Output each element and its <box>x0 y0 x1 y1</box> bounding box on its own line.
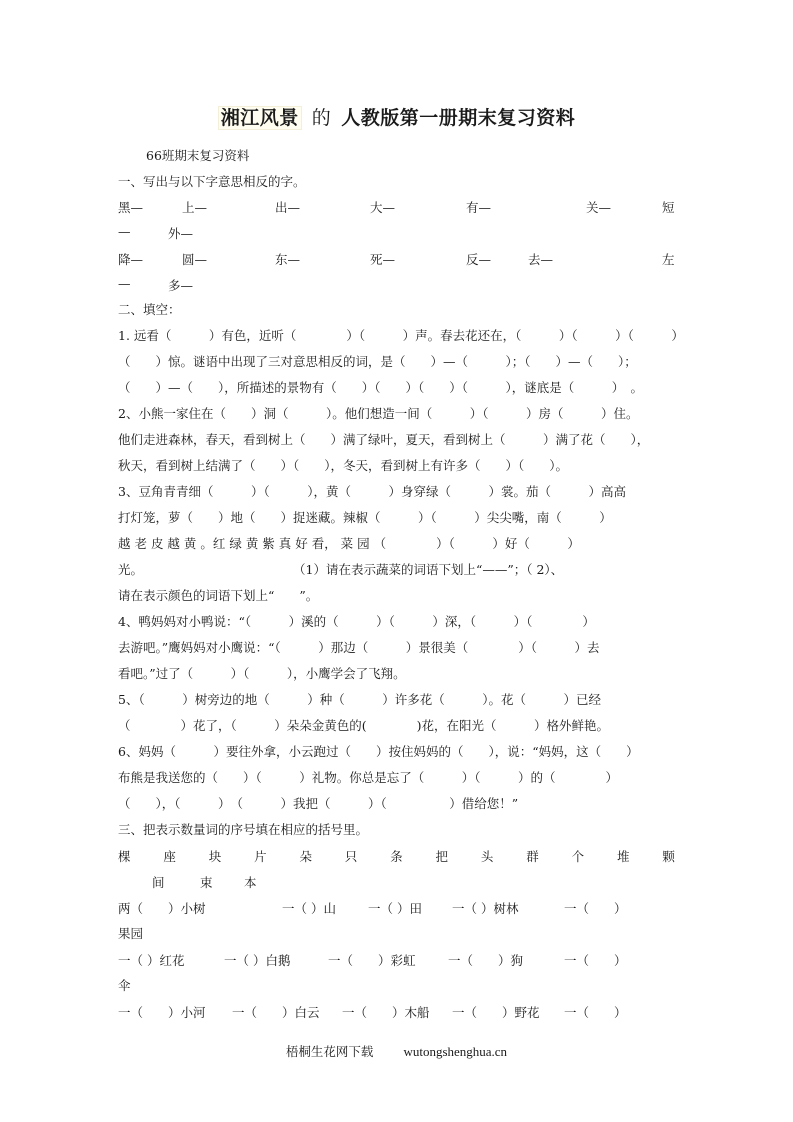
footer-url: wutongshenghua.cn <box>403 1044 508 1059</box>
measure-word: 头 <box>480 849 494 864</box>
quantity-item: 一（ ）野花 <box>452 1005 540 1020</box>
footer-site-name: 梧桐生花网下载 <box>285 1044 374 1059</box>
fill-line: （ ）惊。谜语中出现了三对意思相反的词，是（ ）—（ ）；（ ）—（ ）； <box>118 354 637 369</box>
fill-line: （ ），（ ） （ ）我把（ ）（ ）借给您！” <box>118 796 519 811</box>
fill-line: 看吧。”过了（ ）（ ），小鹰学会了飞翔。 <box>118 666 406 681</box>
title-connector: 的 <box>311 107 332 129</box>
fill-line: 他们走进森林，春天，看到树上（ ）满了绿叶，夏天，看到树上（ ）满了花（ ）， <box>118 432 650 447</box>
antonym-item: 有— <box>466 200 492 215</box>
section1-heading: 一、写出与以下字意思相反的字。 <box>118 174 306 189</box>
quantity-row-2 <box>118 951 675 969</box>
antonym-item: 圆— <box>182 252 208 267</box>
fill-line: 2、小熊一家住在（ ）洞（ ）。他们想造一间（ ）（ ）房（ ）住。 <box>118 406 639 421</box>
quantity-item: 一（ ） <box>564 1005 627 1020</box>
quantity-item: 一（ ）木船 <box>342 1005 430 1020</box>
fill-line: 越 老 皮 越 黄 。红 绿 黄 紫 真 好 看， 菜 园 （ ）（ ）好（ ） <box>118 536 580 551</box>
subtitle: 66班期末复习资料 <box>146 148 250 163</box>
antonym-item: 黑— <box>118 200 144 215</box>
antonym-row-1b <box>118 224 675 242</box>
measure-word: 堆 <box>616 849 630 864</box>
fill-line: 6、妈妈（ ）要往外拿，小云跑过（ ）按住妈妈的（ ），说：“妈妈，这（ ） <box>118 744 639 759</box>
antonym-item: 降— <box>118 252 144 267</box>
page-title <box>0 103 793 130</box>
quantity-item: 两（ ）小树 <box>118 901 206 916</box>
section3-heading: 三、把表示数量词的序号填在相应的括号里。 <box>118 822 369 837</box>
fill-line: 光。 （1）请在表示蔬菜的词语下划上“——”；（ 2）、 <box>118 562 564 577</box>
title-main: 人教版第一册期末复习资料 <box>341 107 576 129</box>
antonym-item: 反— <box>466 252 492 267</box>
antonym-item: 左 <box>662 252 675 267</box>
measure-word: 棵 <box>118 849 131 864</box>
antonym-item: 出— <box>275 200 301 215</box>
fill-line: 5、（ ）树旁边的地（ ）种（ ）许多花（ ）。花（ ）已经 <box>118 692 601 707</box>
antonym-row-2b <box>118 276 675 294</box>
fill-line: 布熊是我送您的（ ）（ ）礼物。你总是忘了（ ）（ ）的（ ） <box>118 770 619 785</box>
title-highlight: 湘江风景 <box>218 106 302 130</box>
quantity-item: 一（ ）白鹅 <box>224 953 291 968</box>
quantity-item: 一（ ）田 <box>368 901 422 916</box>
measure-word: 把 <box>435 849 449 864</box>
section2-heading: 二、填空： <box>118 302 181 317</box>
quantity-item: 一（ ）白云 <box>232 1005 320 1020</box>
measure-word: 座 <box>163 849 176 864</box>
measure-word: 束 <box>200 875 213 890</box>
antonym-item: — <box>118 224 131 239</box>
measure-word: 朵 <box>299 849 312 864</box>
antonym-item: 去— <box>528 252 554 267</box>
measure-word: 块 <box>208 849 222 864</box>
antonym-item: — <box>118 276 131 291</box>
measure-word: 间 <box>152 875 165 890</box>
quantity-row-3 <box>118 1003 675 1021</box>
fill-line: 3、豆角青青细（ ）（ ），黄（ ）身穿绿（ ）裳。茄（ ）高高 <box>118 484 626 499</box>
measure-word: 个 <box>571 849 585 864</box>
quantity-item: 一（ ） <box>564 953 627 968</box>
measure-word: 片 <box>254 849 267 864</box>
quantity-item: 一（ ）红花 <box>118 953 185 968</box>
fill-line: 1. 远看（ ）有色，近听（ ）（ ）声。春去花还在，（ ）（ ）（ ） <box>118 328 684 343</box>
quantity-row-1b: 果园 <box>118 926 144 941</box>
quantity-item: 一（ ）彩虹 <box>328 953 416 968</box>
quantity-row-1 <box>118 899 675 917</box>
quantity-item: 一（ ）树林 <box>452 901 519 916</box>
antonym-item: 上— <box>182 200 208 215</box>
fill-line: 请在表示颜色的词语下划上“ ”。 <box>118 588 319 603</box>
measure-word: 条 <box>390 849 403 864</box>
fill-line: 4、鸭妈妈对小鸭说：“（ ）溪的（ ）（ ）深，（ ）（ ） <box>118 614 595 629</box>
quantity-item: 一（ ）狗 <box>448 953 524 968</box>
antonym-item: 死— <box>370 252 396 267</box>
fill-line: （ ）—（ ），所描述的景物有（ ）（ ）（ ）（ ），谜底是（ ） 。 <box>118 380 644 395</box>
antonym-item: 东— <box>275 252 301 267</box>
quantity-item: 一（ ）山 <box>282 901 336 916</box>
page-footer <box>0 1042 793 1060</box>
antonym-item: 多— <box>168 278 194 293</box>
antonym-item: 关— <box>586 200 612 215</box>
quantity-row-2b: 伞 <box>118 978 131 993</box>
antonym-item: 外— <box>168 226 194 241</box>
fill-line: 秋天，看到树上结满了（ ）（ ），冬天，看到树上有许多（ ）（ ）。 <box>118 458 569 473</box>
fill-line: 打灯笼，萝（ ）地（ ）捉迷藏。辣椒（ ）（ ）尖尖嘴，南（ ） <box>118 510 612 525</box>
measure-word: 群 <box>526 849 539 864</box>
measure-word: 颗 <box>662 849 675 864</box>
quantity-item: 一（ ） <box>564 901 627 916</box>
antonym-row-1 <box>118 198 675 216</box>
fill-line: （ ）花了，（ ）朵朵金黄色的( )花，在阳光（ ）格外鲜艳。 <box>118 718 610 733</box>
measure-words-row-2 <box>118 873 675 891</box>
antonym-item: 大— <box>370 200 396 215</box>
fill-line: 去游吧。”鹰妈妈对小鹰说：“（ ）那边（ ）景很美（ ）（ ）去 <box>118 640 600 655</box>
antonym-item: 短 <box>662 200 675 215</box>
measure-words-row-1 <box>118 847 675 865</box>
antonym-row-2 <box>118 250 675 268</box>
measure-word: 只 <box>344 849 358 864</box>
quantity-item: 一（ ）小河 <box>118 1005 206 1020</box>
measure-word: 本 <box>244 875 257 890</box>
